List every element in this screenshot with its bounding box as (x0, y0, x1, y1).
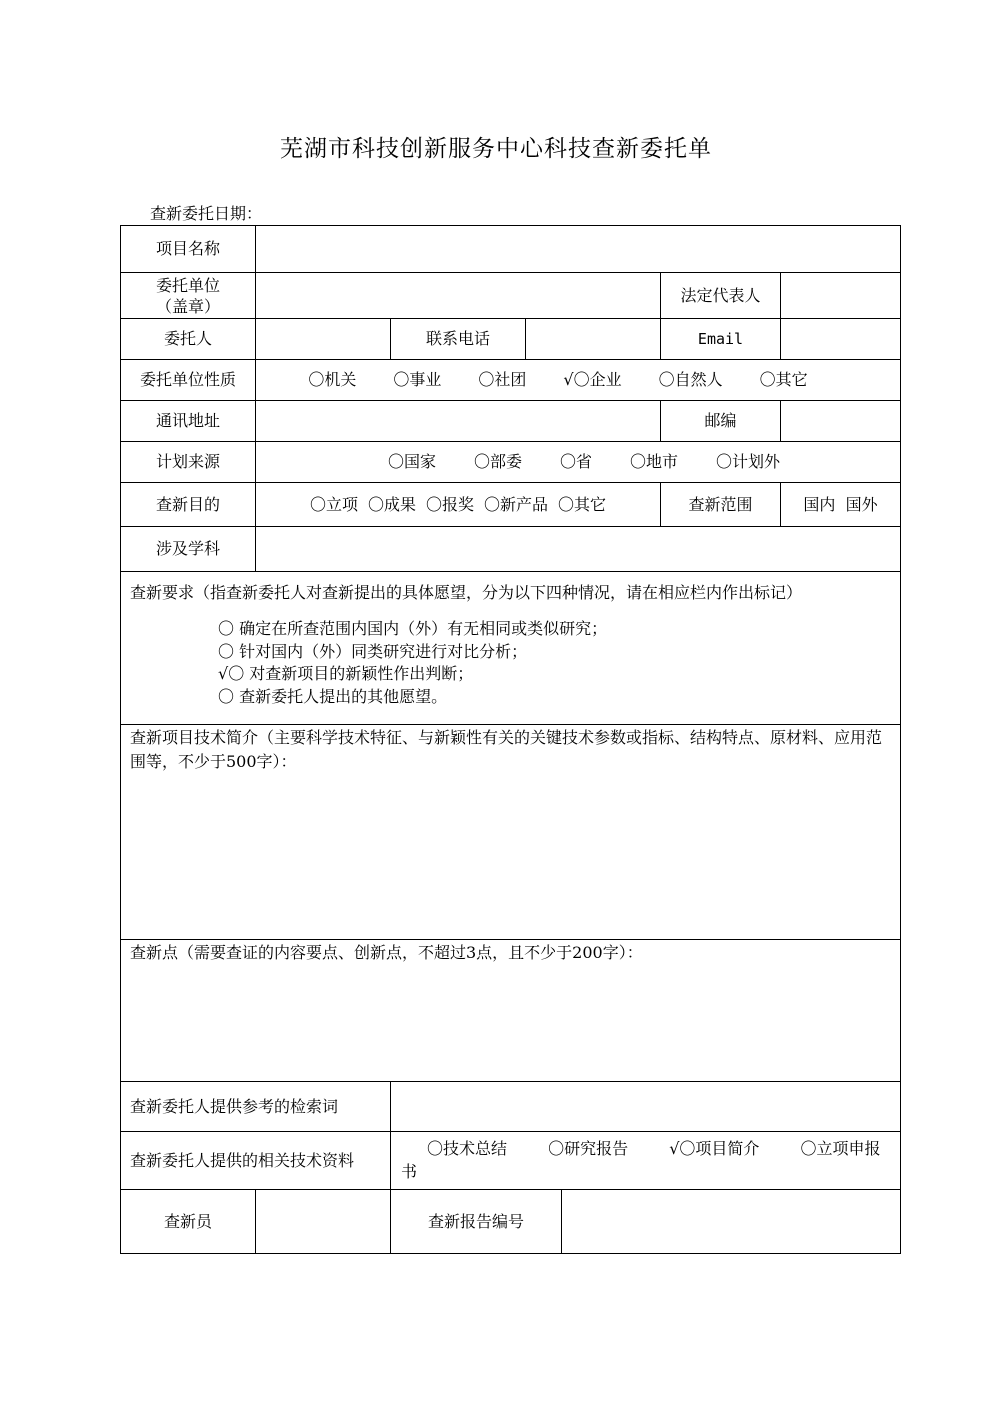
option-tech-summary[interactable]: 〇技术总结 (427, 1139, 508, 1158)
plan-source-options (255, 441, 901, 483)
project-name-label: 项目名称 (120, 225, 256, 273)
option-city[interactable]: 〇地市 (630, 452, 679, 471)
purpose-options (255, 482, 661, 527)
option-achievement[interactable]: 〇成果 (367, 494, 416, 514)
postcode-field[interactable] (780, 400, 901, 442)
examiner-label: 查新员 (120, 1189, 256, 1254)
client-label: 委托人 (120, 318, 256, 360)
unit-label (120, 272, 256, 319)
requirements-heading: 查新要求（指查新委托人对查新提出的具体愿望，分为以下四种情况，请在相应栏内作出标记） (130, 583, 803, 602)
keywords-field[interactable] (390, 1081, 901, 1132)
unit-label-line1: 委托单位 (155, 275, 220, 295)
requirements-section (120, 571, 901, 725)
option-institution[interactable]: 〇事业 (393, 370, 442, 389)
requirement-item[interactable]: √〇 对查新项目的新颖性作出判断； (218, 664, 474, 683)
novelty-points-section[interactable] (120, 939, 901, 1082)
requirement-item[interactable]: 〇 针对国内（外）同类研究进行对比分析； (218, 641, 528, 661)
postcode-label: 邮编 (660, 400, 781, 442)
option-new-product[interactable]: 〇新产品 (484, 494, 549, 514)
client-field[interactable] (255, 318, 391, 360)
unit-label-line2: （盖章） (155, 296, 220, 316)
scope-label: 查新范围 (660, 482, 781, 527)
requirements-list (130, 618, 892, 708)
address-label: 通讯地址 (120, 400, 256, 442)
option-project-application[interactable]: 〇立项申报书 (401, 1139, 881, 1181)
option-ministry[interactable]: 〇部委 (473, 452, 522, 471)
option-project-approval[interactable]: 〇立项 (309, 494, 358, 514)
phone-label: 联系电话 (390, 318, 526, 360)
address-field[interactable] (255, 400, 661, 442)
unit-field[interactable] (255, 272, 661, 319)
keywords-label: 查新委托人提供参考的检索词 (120, 1081, 391, 1132)
option-enterprise[interactable]: √〇企业 (563, 370, 622, 389)
unit-nature-options (255, 359, 901, 401)
unit-nature-label: 委托单位性质 (120, 359, 256, 401)
novelty-points-label: 查新点（需要查证的内容要点、创新点，不超过3点，且不少于200字）： (130, 943, 643, 962)
requirement-item[interactable]: 〇 确定在所查范围内国内（外）有无相同或类似研究； (218, 619, 608, 638)
project-name-field[interactable] (255, 225, 901, 273)
legal-rep-label: 法定代表人 (660, 272, 781, 319)
materials-label: 查新委托人提供的相关技术资料 (120, 1131, 391, 1190)
subject-field[interactable] (255, 526, 901, 572)
option-individual[interactable]: 〇自然人 (658, 370, 723, 389)
subject-label: 涉及学科 (120, 526, 256, 572)
email-field[interactable] (780, 318, 901, 360)
option-research-report[interactable]: 〇研究报告 (548, 1139, 629, 1158)
plan-source-label: 计划来源 (120, 441, 256, 483)
date-label: 查新委托日期： (150, 204, 263, 223)
materials-options (390, 1131, 901, 1190)
option-award[interactable]: 〇报奖 (425, 494, 474, 514)
scope-value[interactable]: 国内 国外 (780, 482, 901, 527)
page-title: 芜湖市科技创新服务中心科技查新委托单 (280, 136, 712, 162)
phone-field[interactable] (525, 318, 661, 360)
examiner-field[interactable] (255, 1189, 391, 1254)
report-no-label: 查新报告编号 (390, 1189, 562, 1254)
option-project-brief[interactable]: √〇项目简介 (669, 1139, 760, 1158)
tech-intro-label: 查新项目技术简介（主要科学技术特征、与新颖性有关的关键技术参数或指标、结构特点、原材料、应用范围等，不少于500字）： (130, 728, 883, 771)
option-province[interactable]: 〇省 (559, 452, 592, 471)
option-other[interactable]: 〇其它 (759, 370, 808, 389)
option-government[interactable]: 〇机关 (308, 370, 357, 389)
option-association[interactable]: 〇社团 (478, 370, 527, 389)
report-no-field[interactable] (561, 1189, 901, 1254)
purpose-label: 查新目的 (120, 482, 256, 527)
requirement-item[interactable]: 〇 查新委托人提出的其他愿望。 (218, 686, 448, 706)
option-purpose-other[interactable]: 〇其它 (558, 494, 607, 514)
legal-rep-field[interactable] (780, 272, 901, 319)
option-unplanned[interactable]: 〇计划外 (716, 452, 781, 471)
option-national[interactable]: 〇国家 (387, 452, 436, 471)
tech-intro-section[interactable] (120, 724, 901, 940)
email-label: Email (660, 318, 781, 360)
